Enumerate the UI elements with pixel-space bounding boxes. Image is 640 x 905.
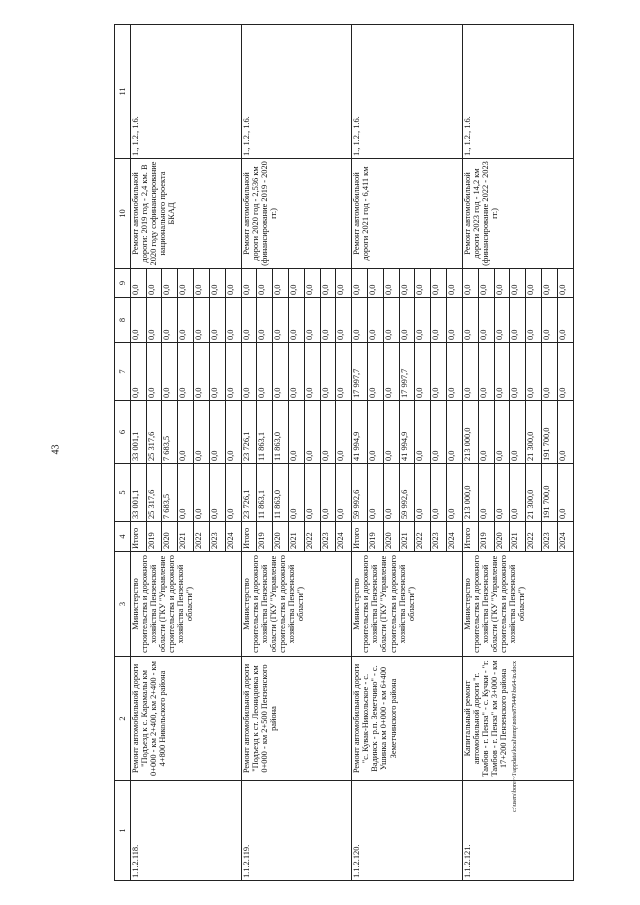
amount-other-cell: 0,0 — [146, 269, 162, 298]
amount-local-cell: 0,0 — [399, 298, 415, 343]
amount-regional-cell: 213 000,0 — [462, 401, 478, 464]
amount-total-cell: 0,0 — [494, 464, 510, 522]
amount-total-cell: 0,0 — [478, 464, 494, 522]
indicator-ref-cell: 1., 1.2., 1.6. — [130, 25, 241, 159]
amount-local-cell: 0,0 — [526, 298, 542, 343]
amount-total-cell: 0,0 — [336, 464, 352, 522]
amount-total-cell: 59 992,6 — [352, 464, 368, 522]
amount-regional-cell: 0,0 — [178, 401, 194, 464]
amount-regional-cell: 11 863,1 — [257, 401, 273, 464]
executor-cell: Министерство строительства и дорожного хозяйства Пензенской области (ГКУ "Управление строительства и дорожного хозяйства Пензенской области") — [241, 552, 352, 657]
amount-federal-cell: 0,0 — [478, 343, 494, 401]
amount-local-cell: 0,0 — [146, 298, 162, 343]
table-row — [241, 25, 257, 881]
column-number: 7 — [115, 343, 131, 401]
amount-regional-cell: 0,0 — [494, 401, 510, 464]
amount-local-cell: 0,0 — [368, 298, 384, 343]
column-number: 4 — [115, 522, 131, 552]
amount-regional-cell: 0,0 — [447, 401, 463, 464]
column-number: 6 — [115, 401, 131, 464]
amount-regional-cell: 0,0 — [510, 401, 526, 464]
amount-local-cell: 0,0 — [194, 298, 210, 343]
amount-total-cell: 23 726,1 — [241, 464, 257, 522]
amount-federal-cell: 0,0 — [194, 343, 210, 401]
amount-federal-cell: 0,0 — [526, 343, 542, 401]
amount-other-cell: 0,0 — [162, 269, 178, 298]
amount-other-cell: 0,0 — [352, 269, 368, 298]
amount-regional-cell: 0,0 — [368, 401, 384, 464]
amount-regional-cell: 25 317,6 — [146, 401, 162, 464]
amount-total-cell: 7 683,5 — [162, 464, 178, 522]
amount-total-cell: 0,0 — [557, 464, 573, 522]
amount-total-cell: 213 000,0 — [462, 464, 478, 522]
amount-total-cell: 0,0 — [415, 464, 431, 522]
table-row — [130, 25, 146, 881]
amount-regional-cell: 0,0 — [209, 401, 225, 464]
amount-federal-cell: 17 997,7 — [399, 343, 415, 401]
amount-local-cell: 0,0 — [431, 298, 447, 343]
year-cell: 2020 — [494, 522, 510, 552]
amount-federal-cell: 0,0 — [320, 343, 336, 401]
amount-total-cell: 0,0 — [368, 464, 384, 522]
row-number-cell: 1.1.2.118. — [130, 781, 241, 881]
amount-other-cell: 0,0 — [194, 269, 210, 298]
amount-other-cell: 0,0 — [257, 269, 273, 298]
amount-other-cell: 0,0 — [510, 269, 526, 298]
rotated-table-container — [114, 25, 574, 881]
program-table — [114, 24, 574, 881]
amount-total-cell: 0,0 — [447, 464, 463, 522]
amount-local-cell: 0,0 — [336, 298, 352, 343]
amount-other-cell: 0,0 — [241, 269, 257, 298]
amount-total-cell: 0,0 — [225, 464, 241, 522]
amount-total-cell: 21 300,0 — [526, 464, 542, 522]
amount-other-cell: 0,0 — [383, 269, 399, 298]
amount-local-cell: 0,0 — [494, 298, 510, 343]
amount-total-cell: 0,0 — [209, 464, 225, 522]
amount-local-cell: 0,0 — [557, 298, 573, 343]
indicator-ref-cell: 1., 1.2., 1.6. — [462, 25, 573, 159]
amount-total-cell: 191 700,0 — [541, 464, 557, 522]
amount-other-cell: 0,0 — [368, 269, 384, 298]
amount-federal-cell: 0,0 — [368, 343, 384, 401]
amount-regional-cell: 0,0 — [288, 401, 304, 464]
amount-federal-cell: 0,0 — [162, 343, 178, 401]
amount-regional-cell: 21 300,0 — [526, 401, 542, 464]
amount-federal-cell: 0,0 — [304, 343, 320, 401]
table-body — [115, 25, 574, 881]
year-cell: 2019 — [478, 522, 494, 552]
amount-regional-cell: 0,0 — [225, 401, 241, 464]
year-cell: 2024 — [557, 522, 573, 552]
amount-total-cell: 0,0 — [288, 464, 304, 522]
amount-other-cell: 0,0 — [209, 269, 225, 298]
page-number: 43 — [50, 444, 62, 455]
amount-federal-cell: 0,0 — [557, 343, 573, 401]
column-number: 1 — [115, 781, 131, 881]
amount-local-cell: 0,0 — [478, 298, 494, 343]
row-number-cell: 1.1.2.119. — [241, 781, 352, 881]
event-name-cell: Ремонт автомобильной дороги "Подъезд к с. Карамалы км 0+000 - км 2+400, км 2+400 - км 4+800 Никольского района — [130, 657, 241, 781]
amount-other-cell: 0,0 — [178, 269, 194, 298]
year-cell: 2023 — [209, 522, 225, 552]
year-cell: 2022 — [526, 522, 542, 552]
amount-regional-cell: 0,0 — [336, 401, 352, 464]
amount-regional-cell: 0,0 — [383, 401, 399, 464]
amount-federal-cell: 0,0 — [510, 343, 526, 401]
amount-local-cell: 0,0 — [541, 298, 557, 343]
amount-other-cell: 0,0 — [415, 269, 431, 298]
amount-federal-cell: 0,0 — [130, 343, 146, 401]
amount-local-cell: 0,0 — [383, 298, 399, 343]
executor-cell: Министерство строительства и дорожного хозяйства Пензенской области (ГКУ "Управление строительства и дорожного хозяйства Пензенской области") — [352, 552, 463, 657]
amount-other-cell: 0,0 — [273, 269, 289, 298]
amount-federal-cell: 0,0 — [288, 343, 304, 401]
amount-other-cell: 0,0 — [447, 269, 463, 298]
amount-other-cell: 0,0 — [130, 269, 146, 298]
amount-regional-cell: 0,0 — [557, 401, 573, 464]
year-cell: Итого — [352, 522, 368, 552]
amount-regional-cell: 191 700,0 — [541, 401, 557, 464]
amount-federal-cell: 0,0 — [336, 343, 352, 401]
amount-total-cell: 11 863,1 — [257, 464, 273, 522]
amount-regional-cell: 7 683,5 — [162, 401, 178, 464]
amount-federal-cell: 0,0 — [209, 343, 225, 401]
amount-local-cell: 0,0 — [241, 298, 257, 343]
result-cell: Ремонт автомобильной дороги 2020 год - 2,536 км (финансирование 2019 - 2020 гг.) — [241, 159, 352, 269]
event-name-cell: Капитальный ремонт автомобильной дороги "г. Тамбов - г. Пенза" - с. Кучки - "г. Тамбов - г. Пенза" км 3+000 - км 17+200 Пензенского района — [462, 657, 573, 781]
amount-local-cell: 0,0 — [225, 298, 241, 343]
amount-local-cell: 0,0 — [178, 298, 194, 343]
year-cell: 2024 — [336, 522, 352, 552]
amount-total-cell: 0,0 — [194, 464, 210, 522]
year-cell: 2019 — [368, 522, 384, 552]
amount-total-cell: 25 317,6 — [146, 464, 162, 522]
year-cell: 2022 — [304, 522, 320, 552]
result-cell: Ремонт автомобильной дороги 2023 год - 14,2 км (финансирование 2022 - 2023 гг.) — [462, 159, 573, 269]
amount-regional-cell: 41 994,9 — [352, 401, 368, 464]
column-number: 5 — [115, 464, 131, 522]
amount-regional-cell: 0,0 — [320, 401, 336, 464]
amount-other-cell: 0,0 — [557, 269, 573, 298]
amount-federal-cell: 0,0 — [146, 343, 162, 401]
year-cell: 2023 — [431, 522, 447, 552]
amount-local-cell: 0,0 — [130, 298, 146, 343]
year-cell: 2020 — [273, 522, 289, 552]
column-number-row — [115, 25, 131, 881]
year-cell: 2023 — [541, 522, 557, 552]
year-cell: 2019 — [257, 522, 273, 552]
amount-federal-cell: 0,0 — [257, 343, 273, 401]
executor-cell: Министерство строительства и дорожного хозяйства Пензенской области (ГКУ "Управление строительства и дорожного хозяйства Пензенской области") — [130, 552, 241, 657]
amount-federal-cell: 0,0 — [178, 343, 194, 401]
column-number: 9 — [115, 269, 131, 298]
amount-federal-cell: 17 997,7 — [352, 343, 368, 401]
amount-local-cell: 0,0 — [273, 298, 289, 343]
amount-other-cell: 0,0 — [462, 269, 478, 298]
event-name-cell: Ремонт автомобильной дороги "Подъезд к ст. Леонидовка км 0+000 - км 2+500 Пензенского района — [241, 657, 352, 781]
amount-regional-cell: 0,0 — [194, 401, 210, 464]
table-row — [462, 25, 478, 881]
row-number-cell: 1.1.2.121. — [462, 781, 573, 881]
amount-local-cell: 0,0 — [162, 298, 178, 343]
amount-total-cell: 11 863,0 — [273, 464, 289, 522]
year-cell: 2019 — [146, 522, 162, 552]
year-cell: 2022 — [415, 522, 431, 552]
amount-local-cell: 0,0 — [510, 298, 526, 343]
year-cell: 2021 — [510, 522, 526, 552]
year-cell: 2021 — [288, 522, 304, 552]
footer-file-path: c:\users\borel~1\appdata\local\temp\notes879440\bs64-in.docx — [512, 660, 518, 812]
amount-other-cell: 0,0 — [336, 269, 352, 298]
column-number: 3 — [115, 552, 131, 657]
amount-total-cell: 0,0 — [320, 464, 336, 522]
amount-federal-cell: 0,0 — [462, 343, 478, 401]
amount-other-cell: 0,0 — [526, 269, 542, 298]
amount-total-cell: 0,0 — [304, 464, 320, 522]
amount-other-cell: 0,0 — [541, 269, 557, 298]
amount-local-cell: 0,0 — [304, 298, 320, 343]
amount-federal-cell: 0,0 — [431, 343, 447, 401]
indicator-ref-cell: 1., 1.2., 1.6. — [241, 25, 352, 159]
amount-federal-cell: 0,0 — [415, 343, 431, 401]
year-cell: Итого — [462, 522, 478, 552]
executor-cell: Министерство строительства и дорожного хозяйства Пензенской области (ГКУ "Управление строительства и дорожного хозяйства Пензенской области") — [462, 552, 573, 657]
amount-total-cell: 59 992,6 — [399, 464, 415, 522]
amount-regional-cell: 0,0 — [415, 401, 431, 464]
year-cell: 2020 — [162, 522, 178, 552]
year-cell: 2023 — [320, 522, 336, 552]
amount-total-cell: 0,0 — [431, 464, 447, 522]
amount-total-cell: 0,0 — [178, 464, 194, 522]
amount-regional-cell: 23 726,1 — [241, 401, 257, 464]
amount-federal-cell: 0,0 — [447, 343, 463, 401]
year-cell: 2021 — [399, 522, 415, 552]
amount-local-cell: 0,0 — [352, 298, 368, 343]
amount-local-cell: 0,0 — [415, 298, 431, 343]
amount-federal-cell: 0,0 — [225, 343, 241, 401]
amount-regional-cell: 0,0 — [478, 401, 494, 464]
result-cell: Ремонт автомобильной дороги: 2019 год - 2,4 км. В 2020 году софинансирование национального проекта БКАД — [130, 159, 241, 269]
amount-local-cell: 0,0 — [447, 298, 463, 343]
year-cell: Итого — [241, 522, 257, 552]
year-cell: 2022 — [194, 522, 210, 552]
amount-other-cell: 0,0 — [399, 269, 415, 298]
amount-total-cell: 33 001,1 — [130, 464, 146, 522]
amount-regional-cell: 0,0 — [431, 401, 447, 464]
amount-federal-cell: 0,0 — [383, 343, 399, 401]
year-cell: 2020 — [383, 522, 399, 552]
result-cell: Ремонт автомобильной дороги 2021 год - 6,411 км — [352, 159, 463, 269]
amount-federal-cell: 0,0 — [273, 343, 289, 401]
amount-regional-cell: 41 994,9 — [399, 401, 415, 464]
amount-local-cell: 0,0 — [209, 298, 225, 343]
year-cell: 2021 — [178, 522, 194, 552]
amount-federal-cell: 0,0 — [241, 343, 257, 401]
amount-local-cell: 0,0 — [462, 298, 478, 343]
column-number: 2 — [115, 657, 131, 781]
amount-federal-cell: 0,0 — [494, 343, 510, 401]
amount-other-cell: 0,0 — [288, 269, 304, 298]
amount-other-cell: 0,0 — [494, 269, 510, 298]
amount-regional-cell: 11 863,0 — [273, 401, 289, 464]
amount-local-cell: 0,0 — [320, 298, 336, 343]
amount-total-cell: 0,0 — [510, 464, 526, 522]
column-number: 11 — [115, 25, 131, 159]
indicator-ref-cell: 1., 1.2., 1.6. — [352, 25, 463, 159]
amount-other-cell: 0,0 — [478, 269, 494, 298]
amount-other-cell: 0,0 — [320, 269, 336, 298]
column-number: 10 — [115, 159, 131, 269]
amount-other-cell: 0,0 — [225, 269, 241, 298]
year-cell: 2024 — [447, 522, 463, 552]
amount-regional-cell: 0,0 — [304, 401, 320, 464]
year-cell: 2024 — [225, 522, 241, 552]
amount-other-cell: 0,0 — [431, 269, 447, 298]
table-row — [352, 25, 368, 881]
amount-local-cell: 0,0 — [257, 298, 273, 343]
year-cell: Итого — [130, 522, 146, 552]
row-number-cell: 1.1.2.120. — [352, 781, 463, 881]
amount-regional-cell: 33 001,1 — [130, 401, 146, 464]
amount-federal-cell: 0,0 — [541, 343, 557, 401]
column-number: 8 — [115, 298, 131, 343]
amount-other-cell: 0,0 — [304, 269, 320, 298]
event-name-cell: Ремонт автомобильной дороги "с. Кувак-Никольское - с. Вадинск - р.п. Земетчино" - с. Ушинка км 0+000 - км 6+400 Земетчинского района — [352, 657, 463, 781]
amount-total-cell: 0,0 — [383, 464, 399, 522]
amount-local-cell: 0,0 — [288, 298, 304, 343]
